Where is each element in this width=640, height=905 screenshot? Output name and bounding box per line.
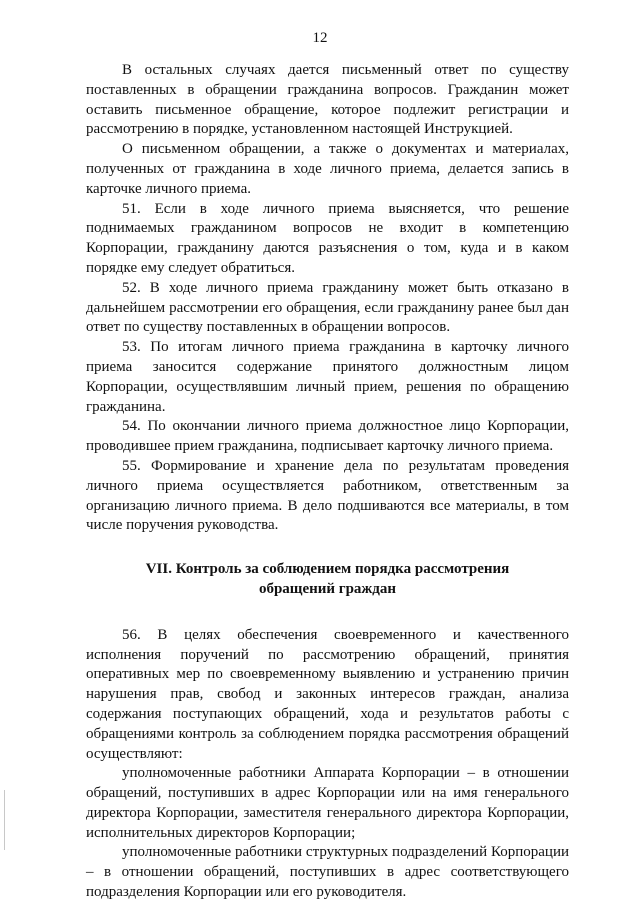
paragraph-apparatus-staff: уполномоченные работники Аппарата Корпорации – в отношении обращений, поступивших в адрес Корпорации или на имя генерального директора Корпорации, заместителя генерального директора Корпорации, исполнительных директоров Корпорации; xyxy=(86,765,569,841)
paragraph-item-54: 54. По окончании личного приема должностное лицо Корпорации, проводившее прием гражданина, подписывает карточку личного приема. xyxy=(86,418,569,455)
section-heading xyxy=(86,560,569,600)
paragraph-item-55: 55. Формирование и хранение дела по результатам проведения личного приема осуществляется работником, ответственным за организацию личного приема. В дело подшиваются все материалы, в том числе поручения руководства. xyxy=(86,457,569,534)
section-heading-line-1: VII. Контроль за соблюдением порядка рассмотрения xyxy=(145,561,510,578)
document-body xyxy=(86,61,569,903)
paragraph-written-reply: В остальных случаях дается письменный ответ по существу поставленных в обращении гражданина вопросов. Гражданин может оставить письменное обращение, которое подлежит регистрации и рассмотрению в порядке, установленном настоящей Инструкцией. xyxy=(86,62,569,138)
paragraph-written-appeal-record: О письменном обращении, а также о документах и материалах, полученных от гражданина в ходе личного приема, делается запись в карточке личного приема. xyxy=(86,141,569,197)
paragraph-item-53: 53. По итогам личного приема гражданина в карточку личного приема заносится содержание принятого должностным лицом Корпорации, осуществлявшим личный прием, решения по обращению гражданина. xyxy=(86,339,569,415)
paragraph-item-56: 56. В целях обеспечения своевременного и качественного исполнения поручений по рассмотрению обращений, принятия оперативных мер по своевременному выявлению и устранению причин нарушения прав, свобод и законных интересов граждан, анализа содержания поступающих обращений, хода и результатов работы с обращениями контроль за соблюдением порядка рассмотрения обращений осуществляют: xyxy=(86,626,569,762)
section-heading-line-2: обращений граждан xyxy=(258,580,397,597)
page-number: 12 xyxy=(312,30,328,46)
paragraph-item-51: 51. Если в ходе личного приема выясняется, что решение поднимаемых гражданином вопросов не входит в компетенцию Корпорации, гражданину даются разъяснения о том, куда и в каком порядке ему следует обратиться. xyxy=(86,200,569,276)
paragraph-structural-units-staff: уполномоченные работники структурных подразделений Корпорации – в отношении обращений, поступивших в адрес соответствующего подразделения Корпорации или его руководителя. xyxy=(86,844,569,901)
paragraph-item-52: 52. В ходе личного приема гражданину может быть отказано в дальнейшем рассмотрении его обращения, если гражданину ранее был дан ответ по существу поставленных в обращении вопросов. xyxy=(86,279,569,336)
scan-edge-mark xyxy=(4,790,5,850)
